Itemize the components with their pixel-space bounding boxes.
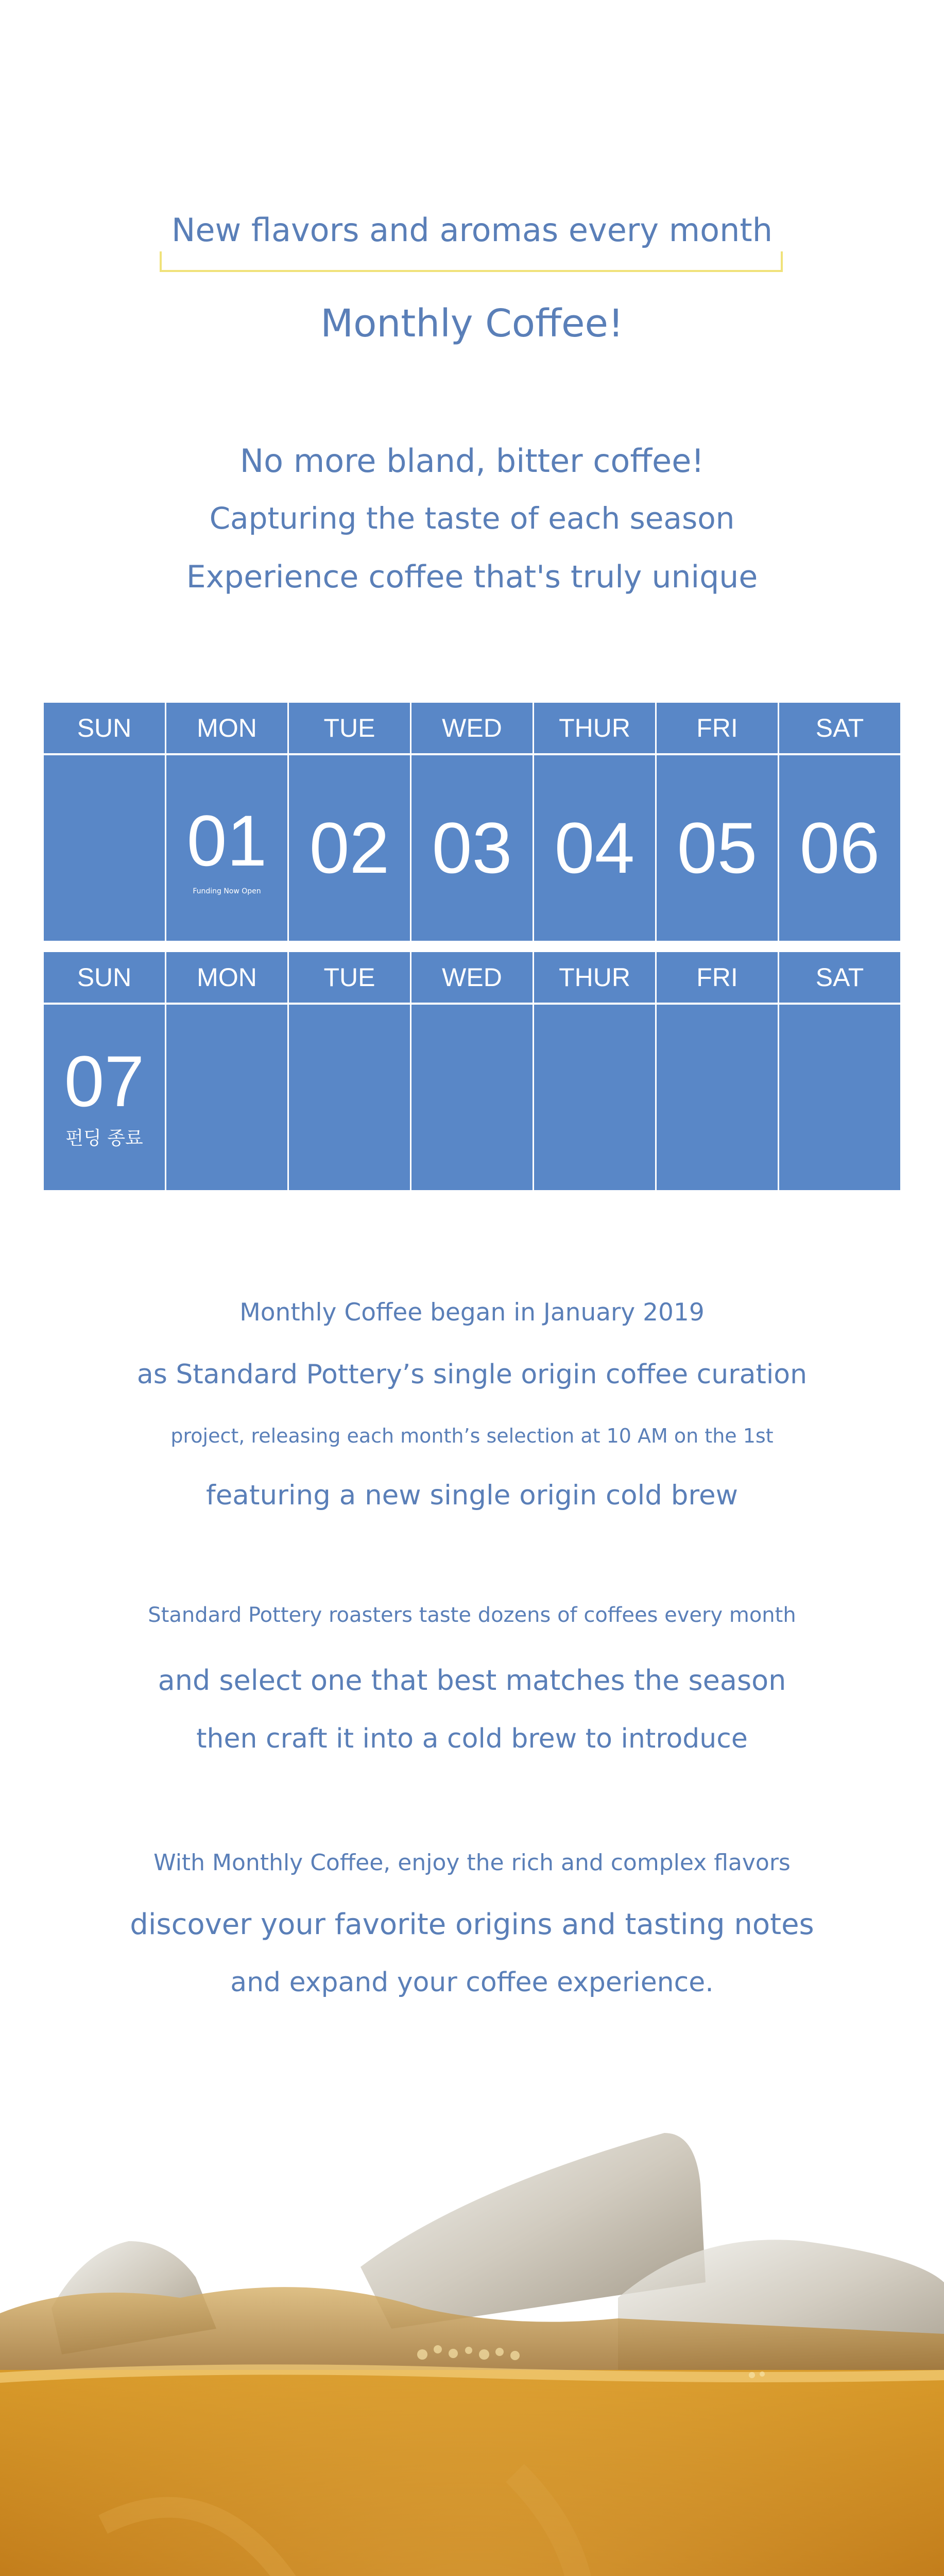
story-line-6: and select one that best matches the season — [158, 1664, 786, 1697]
intro-line-2: Capturing the taste of each season — [209, 501, 735, 536]
story-line-2: as Standard Pottery’s single origin coffee curation — [136, 1359, 808, 1390]
day-header-sun: SUN — [44, 703, 166, 753]
story-line-4: featuring a new single origin cold brew — [206, 1480, 738, 1511]
story-line-7: then craft it into a cold brew to introduce — [196, 1723, 748, 1754]
day-header-wed: WED — [411, 703, 534, 753]
date-number: 01 — [186, 800, 267, 881]
day-header-fri: FRI — [657, 952, 779, 1003]
subtitle-bracket-decoration — [160, 251, 783, 272]
date-cell-tue — [289, 1005, 411, 1190]
date-cell-wed — [411, 1005, 534, 1190]
day-header-thur: THUR — [534, 952, 657, 1003]
intro-line-3: Experience coffee that's truly unique — [186, 559, 758, 595]
page-title: Monthly Coffee! — [320, 301, 624, 346]
date-number: 05 — [677, 807, 758, 888]
story-line-10: and expand your coffee experience. — [230, 1967, 714, 1998]
date-number: 04 — [554, 807, 635, 888]
date-cell-tue — [289, 755, 411, 941]
date-cell-sun — [44, 755, 166, 941]
day-header-mon: MON — [166, 703, 289, 753]
date-number: 07 — [64, 1040, 145, 1122]
date-cell-sun — [44, 1005, 166, 1190]
calendar-week-1-header — [44, 703, 900, 753]
day-header-sat: SAT — [779, 952, 900, 1003]
header-subtitle: New flavors and aromas every month — [171, 211, 773, 249]
funding-open-note: Funding Now Open — [193, 887, 261, 895]
date-cell-fri — [657, 1005, 779, 1190]
date-cell-sat — [779, 755, 900, 941]
story-line-8: With Monthly Coffee, enjoy the rich and complex flavors — [153, 1850, 791, 1876]
story-line-3: project, releasing each month’s selection at 10 AM on the 1st — [170, 1425, 774, 1447]
funding-closed-note: 펀딩 종료 — [65, 1127, 143, 1149]
day-header-sun: SUN — [44, 952, 166, 1003]
calendar-week-2-header — [44, 952, 900, 1003]
date-cell-fri — [657, 755, 779, 941]
story-line-5: Standard Pottery roasters taste dozens of coffees every month — [148, 1603, 796, 1627]
intro-line-1: No more bland, bitter coffee! — [239, 442, 705, 480]
date-number: 06 — [799, 807, 880, 888]
calendar-week-1 — [44, 703, 900, 941]
calendar-week-2 — [44, 952, 900, 1190]
date-number: 03 — [432, 807, 512, 888]
date-cell-thur — [534, 755, 657, 941]
date-cell-sat — [779, 1005, 900, 1190]
story-line-1: Monthly Coffee began in January 2019 — [239, 1298, 705, 1327]
date-cell-wed — [411, 755, 534, 941]
date-cell-mon — [166, 755, 289, 941]
date-number: 02 — [309, 807, 390, 888]
calendar-week-1-dates — [44, 755, 900, 941]
date-cell-mon — [166, 1005, 289, 1190]
day-header-wed: WED — [411, 952, 534, 1003]
day-header-thur: THUR — [534, 703, 657, 753]
day-header-mon: MON — [166, 952, 289, 1003]
day-header-tue: TUE — [289, 703, 411, 753]
calendar-week-2-dates — [44, 1005, 900, 1190]
story-line-9: discover your favorite origins and tasting notes — [130, 1908, 814, 1941]
day-header-sat: SAT — [779, 703, 900, 753]
day-header-tue: TUE — [289, 952, 411, 1003]
day-header-fri: FRI — [657, 703, 779, 753]
iced-coffee-image — [0, 2112, 944, 2576]
date-cell-thur — [534, 1005, 657, 1190]
